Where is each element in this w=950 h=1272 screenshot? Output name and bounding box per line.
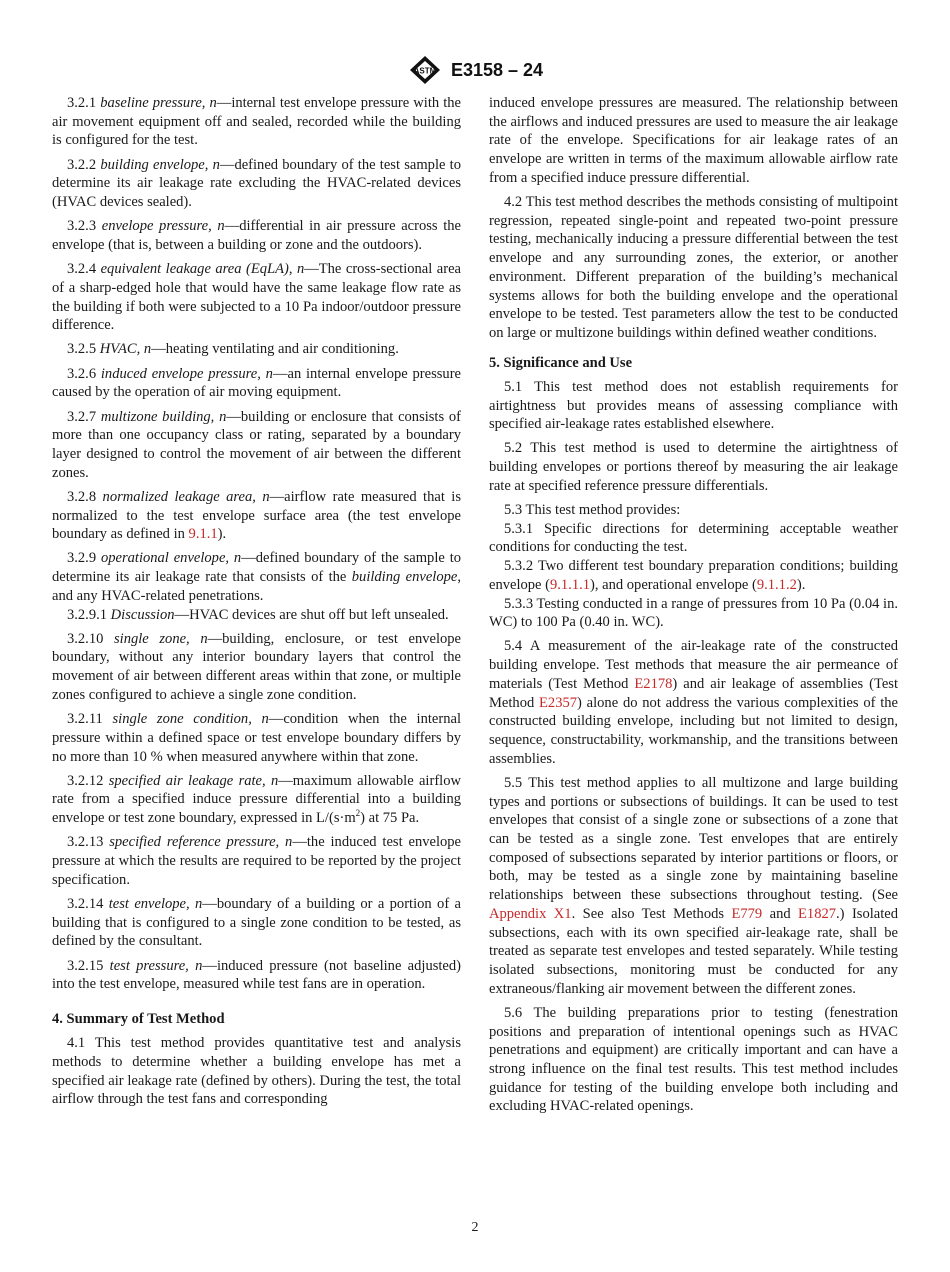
standard-designation: E3158 – 24 [450,59,544,80]
paragraph-4-2: 4.2 This test method describes the methods consisting of multipoint regression, repeated single-point and repeated two-point pressure testing, mechanically inducing a pressure differential between the test envelope and any surrounding zones, the exterior, or another environment. Different preparation of the building’s mechanical systems allows for both the building envelope and the operational envelope to be tested. Test parameters allow the test to be conducted on large or multizone buildings within defined weather conditions. [489,194,898,341]
section-link-9-1-1-2[interactable]: 9.1.1.2 [756,576,797,593]
left-column [52,94,461,1109]
page-number: 2 [471,1220,479,1235]
paragraph-5-3-1: 5.3.1 Specific directions for determining acceptable weather conditions for conducting the test. [489,520,898,556]
paragraph-4-1: 4.1 This test method provides quantitative test and analysis methods to determine whether a building envelope has met a specified air leakage rate (defined by others). During the test, the total airflow through the test fans and corresponding [52,1035,461,1108]
definition-3-2-12: 3.2.12 specified air leakage rate, n—maximum allowable airflow rate from a specified induce pressure differential into a building envelope or test zone boundary, expressed in $L/(s\cdot m^2)$ at 75 Pa. [52,772,461,827]
discussion-3-2-9-1: 3.2.9.1 Discussion—HVAC devices are shut off but left unsealed. [67,606,449,623]
definition-3-2-13: 3.2.13 specified reference pressure, n—the induced test envelope pressure at which the results are required to be reported by the project specification. [52,834,462,888]
definition-3-2-9: 3.2.9 operational envelope, n—defined boundary of the sample to determine its air leakage rate that consists of the building envelope, and any HVAC-related penetrations. [52,550,462,604]
astm-logo-icon [407,55,443,85]
section-4-heading: 4. Summary of Test Method [52,1010,225,1027]
definition-3-2-7: 3.2.7 multizone building, n—building or enclosure that consists of more than one occupancy class or rating, separated by a boundary layer designed to control the movement of air between the different zones. [52,408,462,481]
right-column [489,94,898,1116]
definition-3-2-2: 3.2.2 building envelope, n—defined boundary of the test sample to determine its air leakage rate excluding the HVAC-related devices (HVAC devices sealed). [52,156,461,211]
paragraph-5-2: 5.2 This test method is used to determine the airtightness of building envelopes or portions thereof by measuring the air leakage rate at specified reference pressure differentials. [489,440,898,494]
definition-3-2-14: 3.2.14 test envelope, n—boundary of a building or a portion of a building that is configured to a single zone condition to be tested, as defined by the consultant. [52,895,461,950]
paragraph-5-5: 5.5 This test method applies to all multizone and large building types and portions or subsections of buildings. It can be used to test envelopes that consist of a single zone or subsections of a zone that can be tested as a single zone. Test envelopes that are entirely composed of subsections separated by interior partitions or floors, or both, may be tested as a single zone by maintaining baseline relationships between these subsections throughout testing. (See Appendix X1. See also Test Methods E779 and E1827.) Isolated subsections, each with its own specified air-leakage rate, shall be treated as separate test envelopes and tested separately. While testing isolated subsections, monitoring must be conducted for any extraneous/flanking air movement between the different zones. [489,774,898,997]
standard-link-e2178[interactable]: E2178 [634,675,673,692]
definition-3-2-8: 3.2.8 normalized leakage area, n—airflow rate measured that is normalized to the test envelope surface area (the test envelope boundary as defined in 9.1.1). [52,488,462,543]
definition-3-2-1: 3.2.1 baseline pressure, n—internal test envelope pressure with the air movement equipment off and sealed, recorded while the building is configured for the test. [52,95,461,149]
section-link-9-1-1-1[interactable]: 9.1.1.1 [550,576,591,593]
paragraph-5-4: 5.4 A measurement of the air-leakage rate of the constructed building envelope. Test methods that measure the air permeance of materials (Test Method E2178) and air leakage of assemblies (Test Method E2357) alone do not address the various complexities of the constructed building envelope, including but not limited to design, sequence, constructability, workmanship, and the transitions between assemblies. [489,638,899,767]
definition-3-2-11: 3.2.11 single zone condition, n—condition when the internal pressure within a defined space or test envelope boundary differs by no more than 10 % when measured anywhere within that zone. [52,711,461,765]
definition-3-2-6: 3.2.6 induced envelope pressure, n—an internal envelope pressure caused by the operation of air moving equipment. [52,365,461,401]
section-5-heading: 5. Significance and Use [489,354,633,371]
paragraph-4-1-continued: induced envelope pressures are measured. The relationship between the airflows and induced pressures are used to measure the air leakage rate of the envelope. Specifications for air leakage rates of an envelope are written in terms of the maximum allowable airflow rate from a specified induce pressure differential. [489,95,898,186]
logo-text: ASTM [413,66,437,76]
standard-link-e779[interactable]: E779 [731,905,763,922]
paragraph-5-1: 5.1 This test method does not establish requirements for airtightness but provides means of assessing compliance with specified air-leakage rates established elsewhere. [489,378,898,433]
definition-3-2-3: 3.2.3 envelope pressure, n—differential in air pressure across the envelope (that is, between a building or zone and the outdoors). [52,218,461,253]
definition-3-2-5: 3.2.5 HVAC, n—heating ventilating and air conditioning. [67,341,399,358]
definition-3-2-4: 3.2.4 equivalent leakage area (EqLA), n—The cross-sectional area of a sharp-edged hole that would have the same leakage flow rate as the building if both were subjected to a 10 Pa indoor/outdoor pressure difference. [52,261,462,334]
section-link-9-1-1[interactable]: 9.1.1 [188,526,218,543]
paragraph-5-3: 5.3 This test method provides: [504,502,681,519]
definition-3-2-15: 3.2.15 test pressure, n—induced pressure (not baseline adjusted) into the test envelope, measured while test fans are in operation. [52,957,462,993]
paragraph-5-3-2: 5.3.2 Two different test boundary preparation conditions; building envelope (9.1.1.1), and operational envelope (9.1.1.2). [489,558,898,593]
definition-3-2-10: 3.2.10 single zone, n—building, enclosure, or test envelope boundary, without any interior boundary layers that control the movement of air between different areas within that zone, or multiple zones configured to achieve a single zone condition. [52,630,462,703]
paragraph-5-3-3: 5.3.3 Testing conducted in a range of pressures from 10 Pa (0.04 in. WC) to 100 Pa (0.40 in. WC). [489,595,898,631]
appendix-link-x1[interactable]: Appendix X1 [489,905,572,922]
page-header [0,54,950,86]
standard-link-e2357[interactable]: E2357 [539,694,578,711]
paragraph-5-6: 5.6 The building preparations prior to testing (fenestration positions and preparation of intentional openings such as HVAC penetrations and equipment) are critically important and can have a strong influence on the final test results. This test method includes guidance for testing of the building envelope both including and excluding HVAC-related openings. [489,1004,898,1115]
standard-link-e1827[interactable]: E1827 [798,905,837,922]
